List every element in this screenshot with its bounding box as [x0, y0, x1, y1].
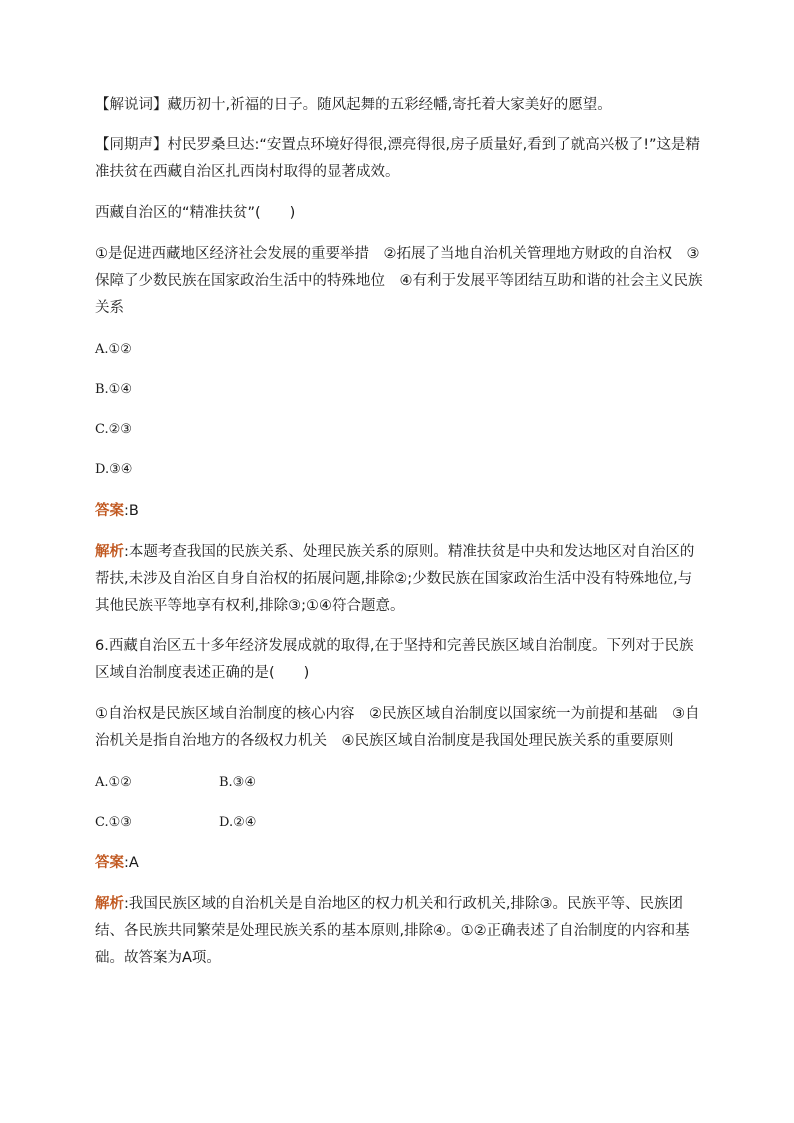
q5-answer-label: 答案	[95, 503, 124, 519]
q5-analysis	[95, 539, 705, 620]
q6-analysis-text: :我国民族区域的自治机关是自治地区的权力机关和行政机关,排除③。民族平等、民族团结、各民族共同繁荣是处理民族关系的基本原则,排除④。①②正确表述了自治制度的内容和基础。故答案为A项。	[95, 896, 690, 966]
q5-analysis-label: 解析	[95, 544, 124, 560]
q5-option-b[interactable]: B.①④	[95, 382, 132, 397]
q6-analysis	[95, 891, 705, 972]
q6-statements: ①自治权是民族区域自治制度的核心内容 ②民族区域自治制度以国家统一为前提和基础 ③自治机关是指自治地方的各级权力机关 ④民族区域自治制度是我国处理民族关系的重要原则	[95, 706, 700, 749]
q6-answer	[95, 850, 705, 877]
voice-label: 【同期声】	[95, 137, 168, 153]
q6-answer-label: 答案	[95, 855, 124, 871]
q5-answer-value: :B	[124, 503, 139, 519]
q5-stem: 西藏自治区的“精准扶贫”( )	[95, 205, 296, 221]
q5-statements: ①是促进西藏地区经济社会发展的重要举措 ②拓展了当地自治机关管理地方财政的自治权 ③保障了少数民族在国家政治生活中的特殊地位 ④有利于发展平等团结互助和谐的社会主义民族关系	[95, 246, 703, 316]
q6-stem: 6.西藏自治区五十多年经济发展成就的取得,在于坚持和完善民族区域自治制度。下列对于民族区域自治制度表述正确的是( )	[95, 638, 694, 681]
commentary-paragraph	[95, 92, 705, 119]
q6-answer-value: :A	[124, 855, 139, 871]
q6-option-a[interactable]: A.①②	[95, 775, 132, 790]
voice-paragraph	[95, 132, 705, 186]
q6-option-d[interactable]: D.②④	[219, 815, 257, 830]
commentary-text: 藏历初十,祈福的日子。随风起舞的五彩经幡,寄托着大家美好的愿望。	[167, 97, 612, 113]
q5-option-a[interactable]: A.①②	[95, 342, 132, 357]
q6-analysis-label: 解析	[95, 896, 124, 912]
commentary-label: 【解说词】	[95, 97, 168, 113]
q6-option-b[interactable]: B.③④	[219, 775, 256, 790]
q5-analysis-text: :本题考查我国的民族关系、处理民族关系的原则。精准扶贫是中央和发达地区对自治区的帮扶,未涉及自治区自身自治权的拓展问题,排除②;少数民族在国家政治生活中没有特殊地位,与其他民族平等地享有权利,排除③;①④符合题意。	[95, 544, 695, 614]
q5-option-c[interactable]: C.②③	[95, 422, 132, 437]
q5-answer	[95, 498, 705, 525]
q6-option-c[interactable]: C.①③	[95, 815, 132, 830]
voice-text: 村民罗桑旦达:“安置点环境好得很,漂亮得很,房子质量好,看到了就高兴极了!”这是精准扶贫在西藏自治区扎西岗村取得的显著成效。	[95, 137, 701, 180]
q5-option-d[interactable]: D.③④	[95, 462, 133, 477]
